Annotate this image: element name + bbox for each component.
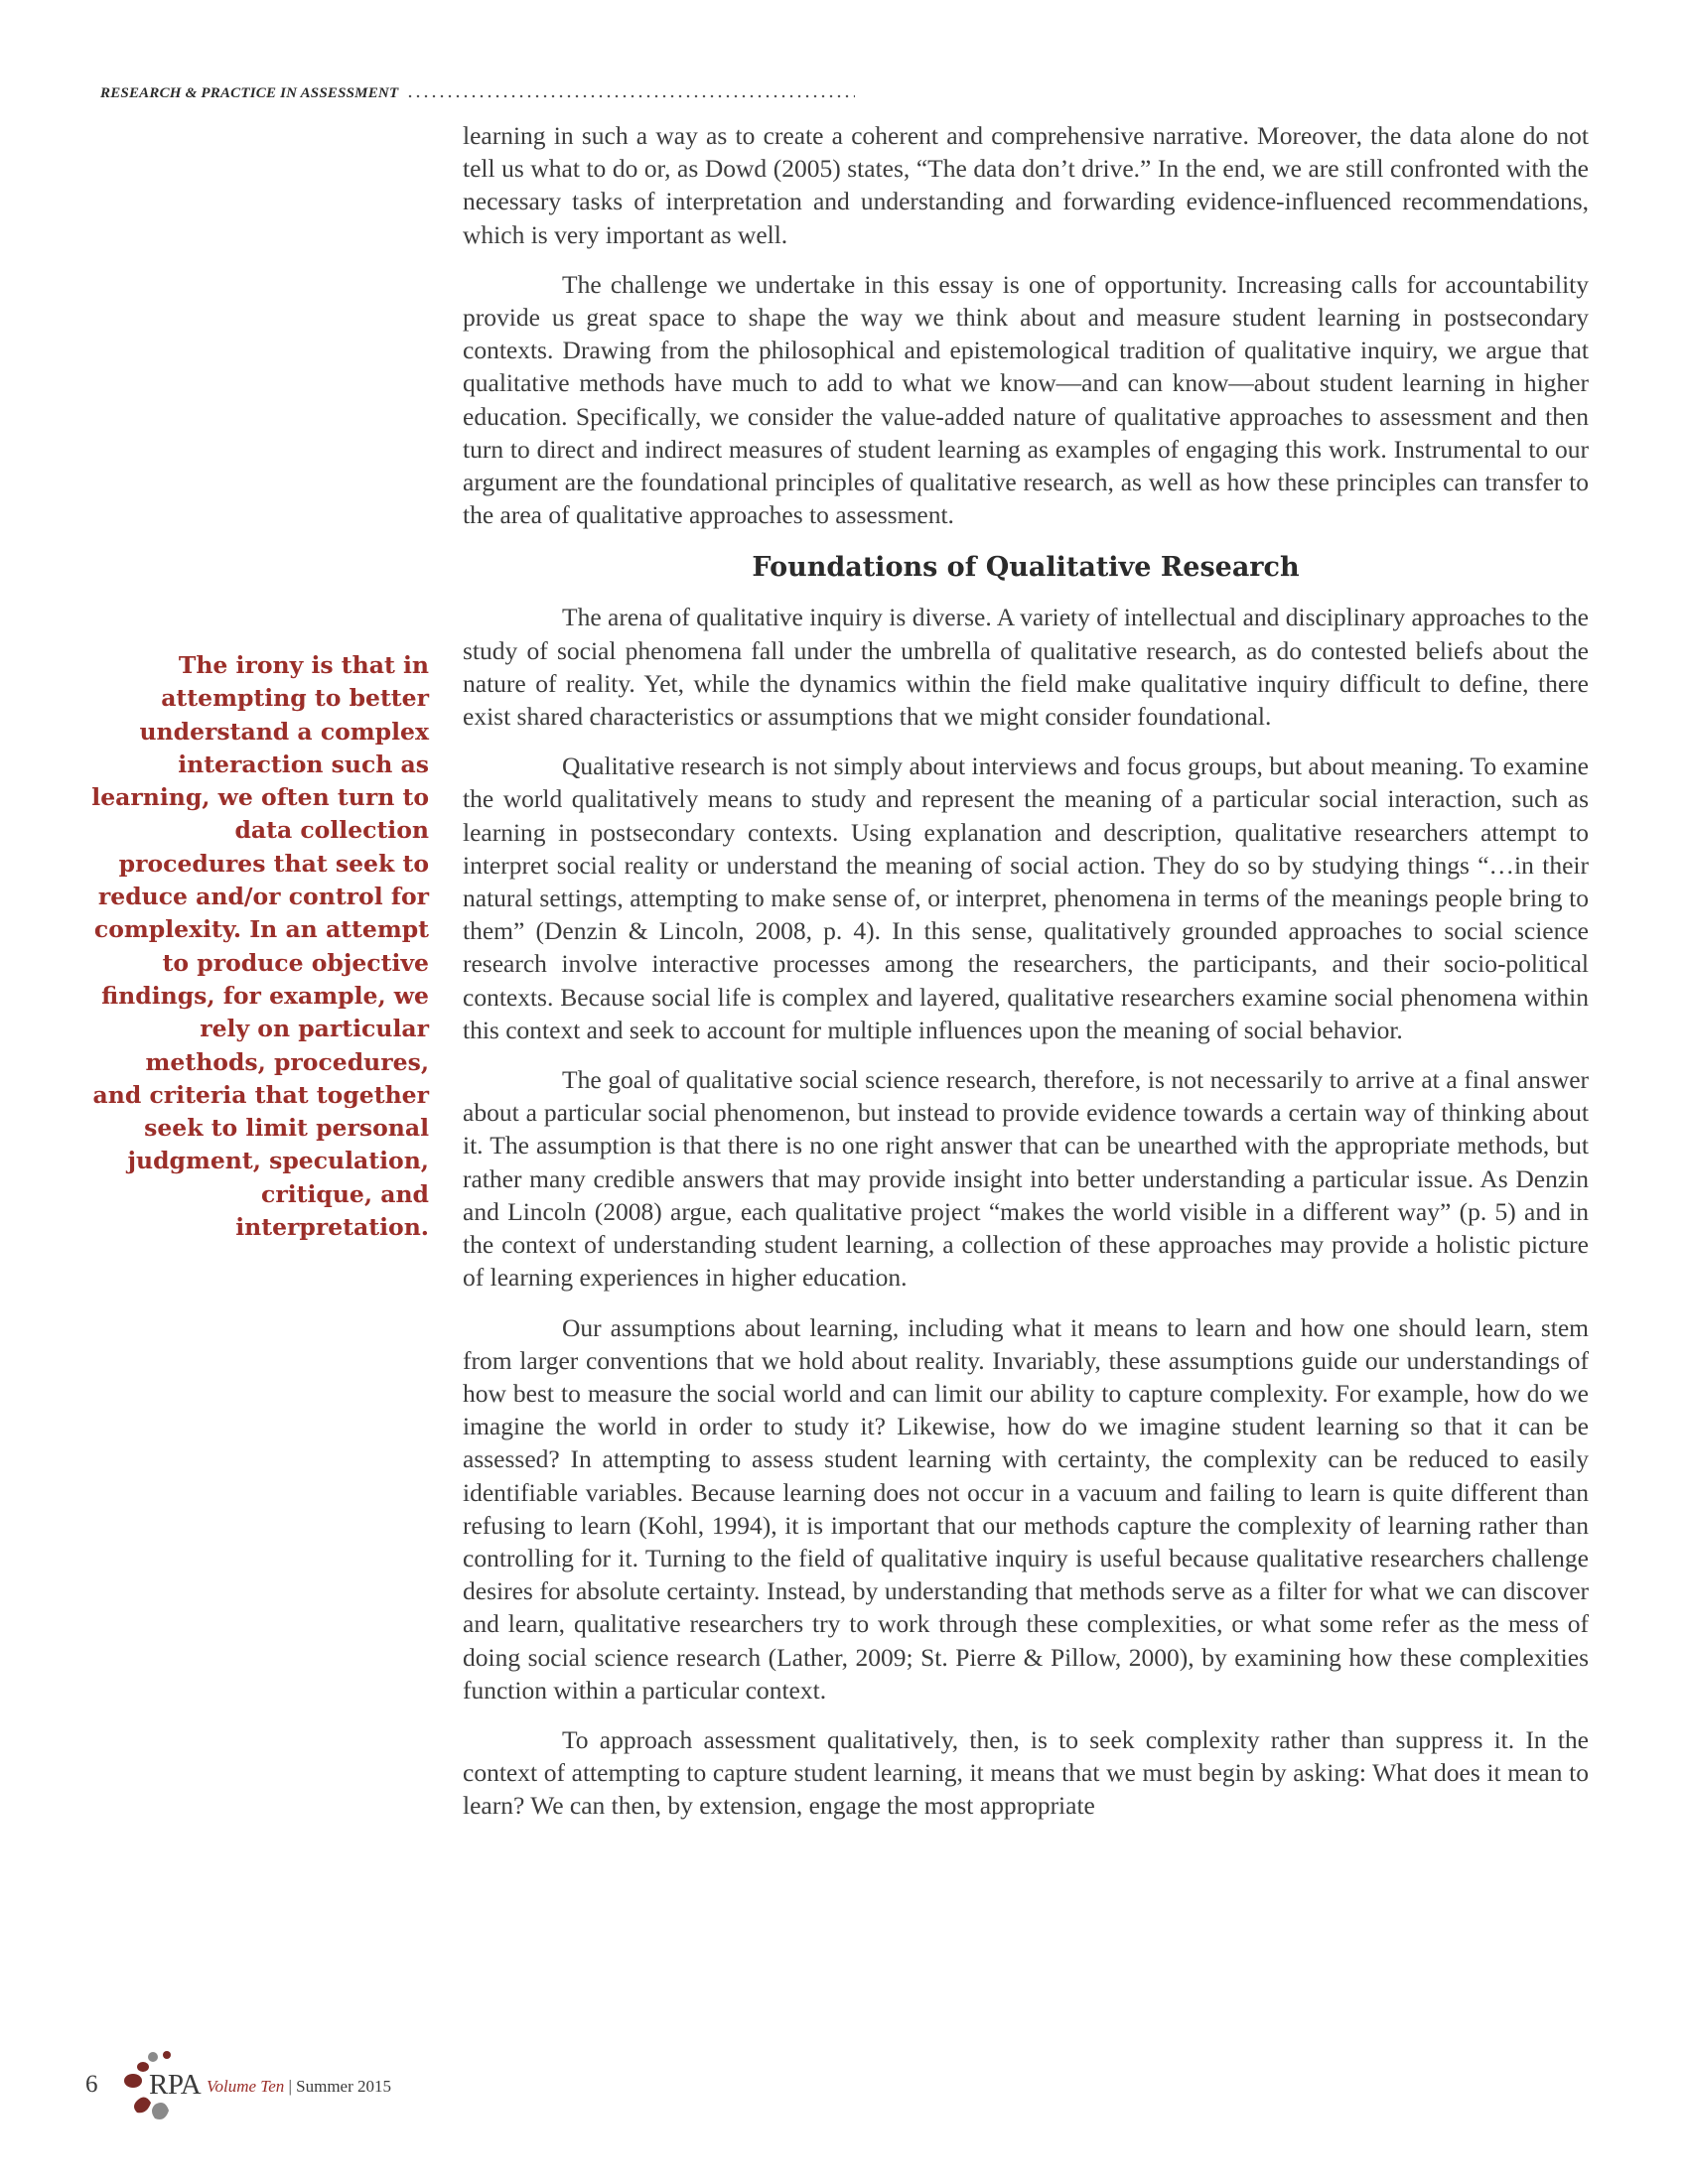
page-number: 6 <box>85 2071 98 2098</box>
running-head-title: RESEARCH & PRACTICE IN ASSESSMENT <box>100 84 399 101</box>
page-footer <box>85 2049 483 2138</box>
body-paragraph: The arena of qualitative inquiry is diverse. A variety of intellectual and disciplinary approaches to the study of social phenomena fall under the umbrella of qualitative research, as do contested beliefs about the nature of reality. Yet, while the dynamics within the field make qualitative inquiry difficult to define, there exist shared characteristics or assumptions that we might consider foundational. <box>463 603 1589 732</box>
pull-quote: The irony is that in attempting to better understand a complex interaction such as learning, we often turn to data collection procedures that seek to reduce and/or control for complexity. In an attempt to produce objective findings, for example, we rely on particular methods, procedures, and criteria that together seek to limit personal judgment, speculation, critique, and interpretation. <box>91 651 429 1242</box>
running-head <box>100 83 855 103</box>
body-paragraph: The challenge we undertake in this essay is one of opportunity. Increasing calls for accountability provide us great space to shape the way we think about and measure student learning in postsecondary contexts. Drawing from the philosophical and epistemological tradition of qualitative inquiry, we argue that qualitative methods have much to add to what we know—and can know—about student learning in higher education. Specifically, we consider the value-added nature of qualitative approaches to assessment and then turn to direct and indirect measures of student learning as examples of engaging this work. Instrumental to our argument are the foundational principles of qualitative research, as well as how these principles can transfer to the area of qualitative approaches to assessment. <box>463 269 1589 530</box>
volume-label: Volume Ten <box>207 2077 285 2096</box>
body-paragraph: Qualitative research is not simply about interviews and focus groups, but about meaning. To examine the world qualitatively means to study and represent the meaning of a particular social interaction, such as learning in postsecondary contexts. Using explanation and description, qualitative researchers attempt to interpret social reality or understand the meaning of social action. They do so by studying things “…in their natural settings, attempting to make sense of, or interpret, phenomena in terms of the meanings people bring to them” (Denzin & Lincoln, 2008, p. 4). In this sense, qualitatively grounded approaches to social science research involve interactive processes among the researchers, the participants, and their socio-political contexts. Because social life is complex and layered, qualitative researchers examine social phenomena within this context and seek to account for multiple influences upon the meaning of social behavior. <box>463 751 1589 1044</box>
season-label: Summer 2015 <box>296 2077 392 2096</box>
body-paragraph: To approach assessment qualitatively, then, is to seek complexity rather than suppress it. In the context of attempting to capture student learning, it means that we must begin by asking: What does it mean to learn? We can then, by extension, engage the most appropriate <box>463 1724 1589 1821</box>
section-heading: Foundations of Qualitative Research <box>752 552 1300 584</box>
logo-wordmark: RPA <box>149 2069 202 2101</box>
article-body <box>463 119 1589 1840</box>
issue-info <box>207 2077 391 2097</box>
body-paragraph: The goal of qualitative social science research, therefore, is not necessarily to arrive at a final answer about a particular social phenomenon, but instead to provide evidence towards a certain way of thinking about it. The assumption is that there is no one right answer that can be unearthed with the appropriate methods, but rather many credible answers that may provide insight into better understanding a particular issue. As Denzin and Lincoln (2008) argue, each qualitative project “makes the world visible in a different way” (p. 5) and in the context of understanding student learning, a collection of these approaches may provide a holistic picture of learning experiences in higher education. <box>463 1065 1589 1293</box>
issue-separator: | <box>284 2077 297 2096</box>
body-paragraph: Our assumptions about learning, including what it means to learn and how one should learn, stem from larger conventions that we hold about reality. Invariably, these assumptions guide our understandings of how best to measure the social world and can limit our ability to capture complexity. For example, how do we imagine the world in order to study it? Likewise, how do we imagine student learning so that it can be assessed? In attempting to assess student learning with certainty, the complexity can be reduced to easily identifiable variables. Because learning does not occur in a vacuum and failing to learn is quite different than refusing to learn (Kohl, 1994), it is important that our methods capture the complexity of learning rather than controlling for it. Turning to the field of qualitative inquiry is useful because qualitative researchers challenge desires for absolute certainty. Instead, by understanding that methods serve as a filter for what we can discover and learn, qualitative researchers try to work through these complexities, or what some refer as the mess of doing social science research (Lather, 2009; St. Pierre & Pillow, 2000), by examining how these complexities function within a particular context. <box>463 1312 1589 1705</box>
body-paragraph: learning in such a way as to create a coherent and comprehensive narrative. Moreover, the data alone do not tell us what to do or, as Dowd (2005) states, “The data don’t drive.” In the end, we are still confronted with the necessary tasks of interpretation and understanding and forwarding evidence-influenced recommendations, which is very important as well. <box>463 121 1589 249</box>
running-head-dotted-rule <box>406 94 855 98</box>
